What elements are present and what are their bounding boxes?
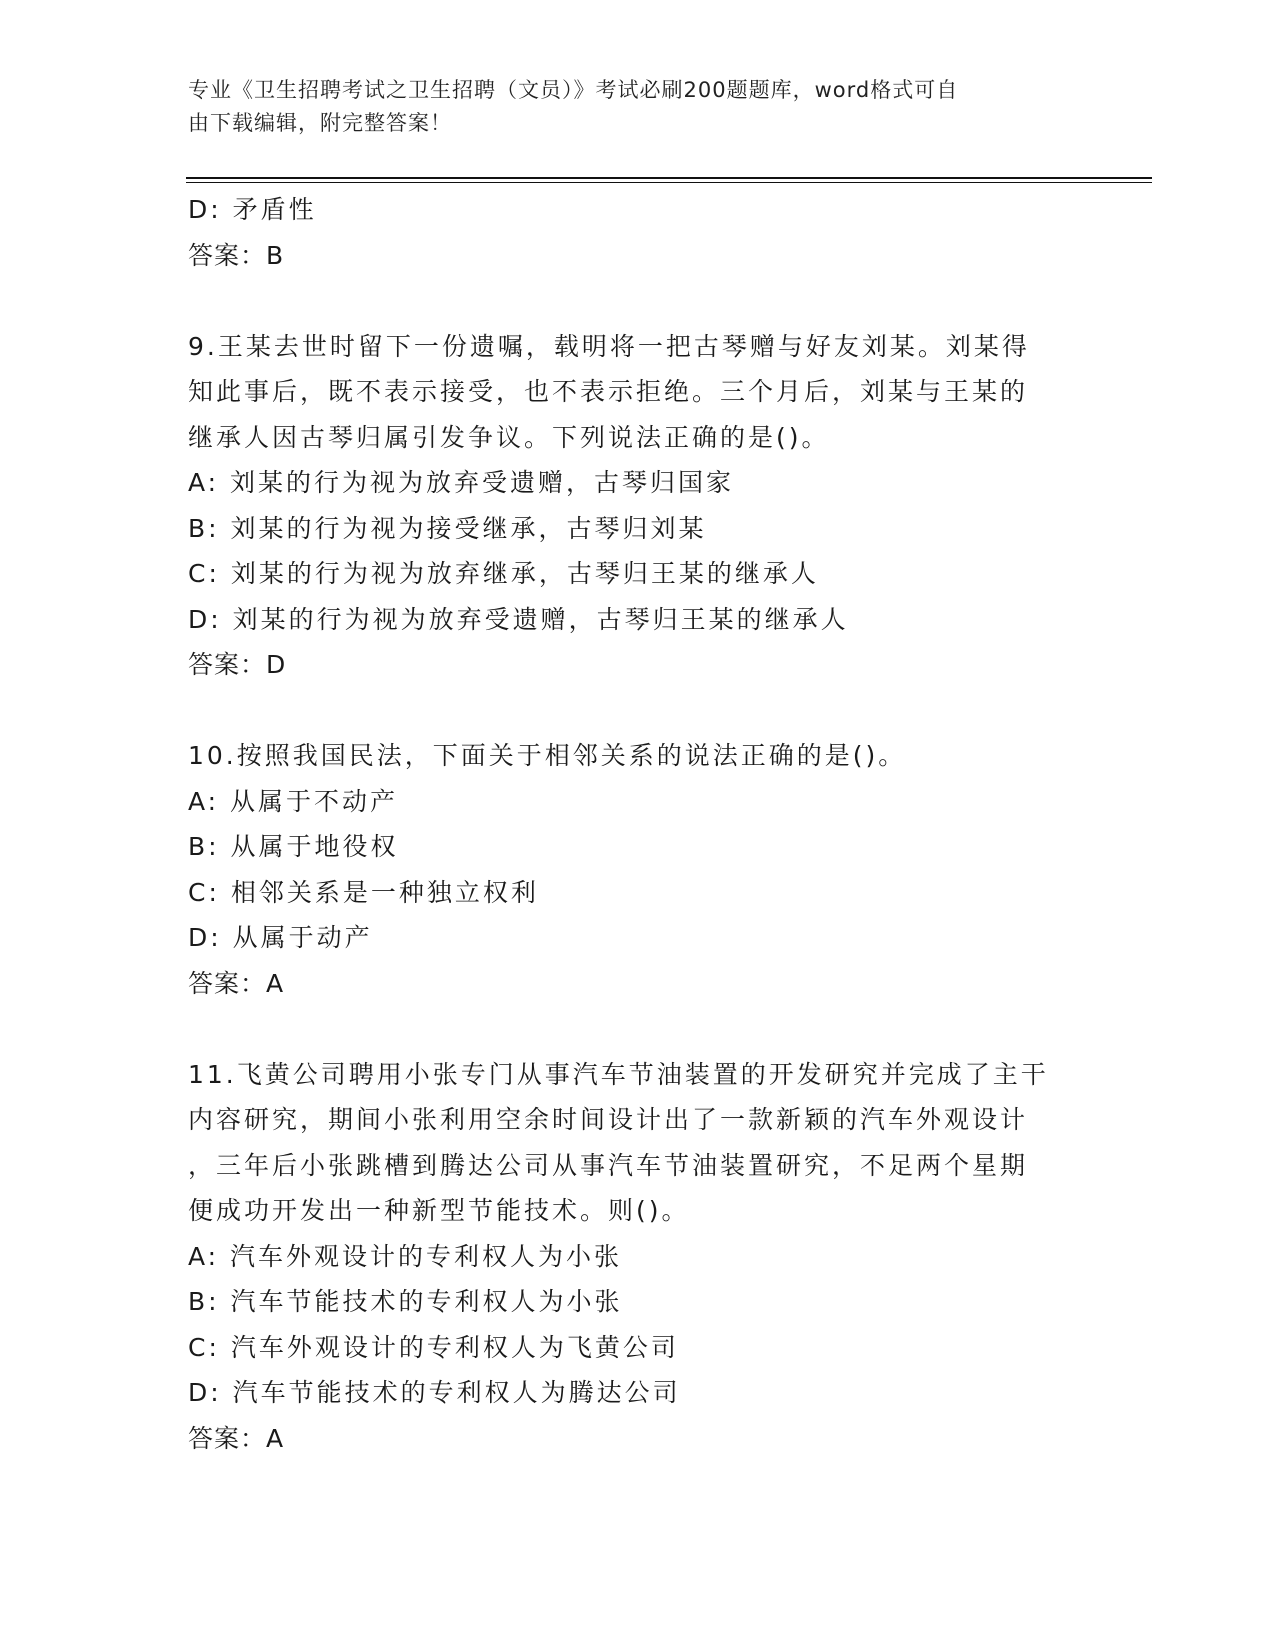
question-stem <box>188 324 1088 461</box>
answer: 答案：A <box>188 968 285 998</box>
header-divider-thick <box>186 177 1152 179</box>
header-line-2: 由下载编辑，附完整答案！ <box>188 111 452 135</box>
option-b: B: 刘某的行为视为接受继承，古琴归刘某 <box>188 513 707 543</box>
stem-line: 便成功开发出一种新型节能技术。则()。 <box>188 1196 690 1225</box>
option-a: A: 刘某的行为视为放弃受遗赠，古琴归国家 <box>188 468 735 497</box>
option-b: B: 汽车节能技术的专利权人为小张 <box>188 1287 623 1316</box>
question-stem <box>188 733 1088 779</box>
question-11 <box>188 1052 1088 1462</box>
option-d: D: 从属于动产 <box>188 923 373 952</box>
question-list <box>188 187 1088 1462</box>
stem-line: 11.飞黄公司聘用小张专门从事汽车节油装置的开发研究并完成了主干 <box>188 1059 1049 1089</box>
spacer <box>188 1007 1088 1052</box>
stem-line: 知此事后，既不表示接受，也不表示拒绝。三个月后，刘某与王某的 <box>188 377 1029 406</box>
stem-line: ，三年后小张跳槽到腾达公司从事汽车节油装置研究，不足两个星期 <box>188 1150 1029 1180</box>
option-a: A: 从属于不动产 <box>188 786 399 816</box>
spacer <box>188 279 1088 324</box>
spacer <box>188 688 1088 733</box>
stem-line: 内容研究，期间小张利用空余时间设计出了一款新颖的汽车外观设计 <box>188 1105 1029 1134</box>
option-b: B: 从属于地役权 <box>188 832 399 861</box>
stem-line: 10.按照我国民法，下面关于相邻关系的说法正确的是()。 <box>188 741 907 770</box>
question-stem <box>188 1052 1088 1234</box>
answer: 答案：B <box>188 240 285 270</box>
stem-line: 9.王某去世时留下一份遗嘱，载明将一把古琴赠与好友刘某。刘某得 <box>188 331 1030 361</box>
question-9 <box>188 324 1088 689</box>
stem-line: 继承人因古琴归属引发争议。下列说法正确的是()。 <box>188 422 830 452</box>
option-d: D: 刘某的行为视为放弃受遗赠，古琴归王某的继承人 <box>188 604 849 634</box>
header-line-1: 专业《卫生招聘考试之卫生招聘（文员）》考试必刷200题题库，word格式可自 <box>188 78 959 102</box>
option-d: D: 汽车节能技术的专利权人为腾达公司 <box>188 1378 681 1407</box>
option-c: C: 相邻关系是一种独立权利 <box>188 877 539 907</box>
header-divider-thin <box>186 182 1152 183</box>
option-d: D: 矛盾性 <box>188 195 317 224</box>
partial-question-8 <box>188 187 1088 279</box>
question-10 <box>188 733 1088 1007</box>
option-c: C: 汽车外观设计的专利权人为飞黄公司 <box>188 1332 679 1362</box>
document-header <box>188 74 1068 140</box>
option-c: C: 刘某的行为视为放弃继承，古琴归王某的继承人 <box>188 559 819 588</box>
option-a: A: 汽车外观设计的专利权人为小张 <box>188 1241 623 1271</box>
answer: 答案：D <box>188 650 287 679</box>
answer: 答案：A <box>188 1423 285 1453</box>
